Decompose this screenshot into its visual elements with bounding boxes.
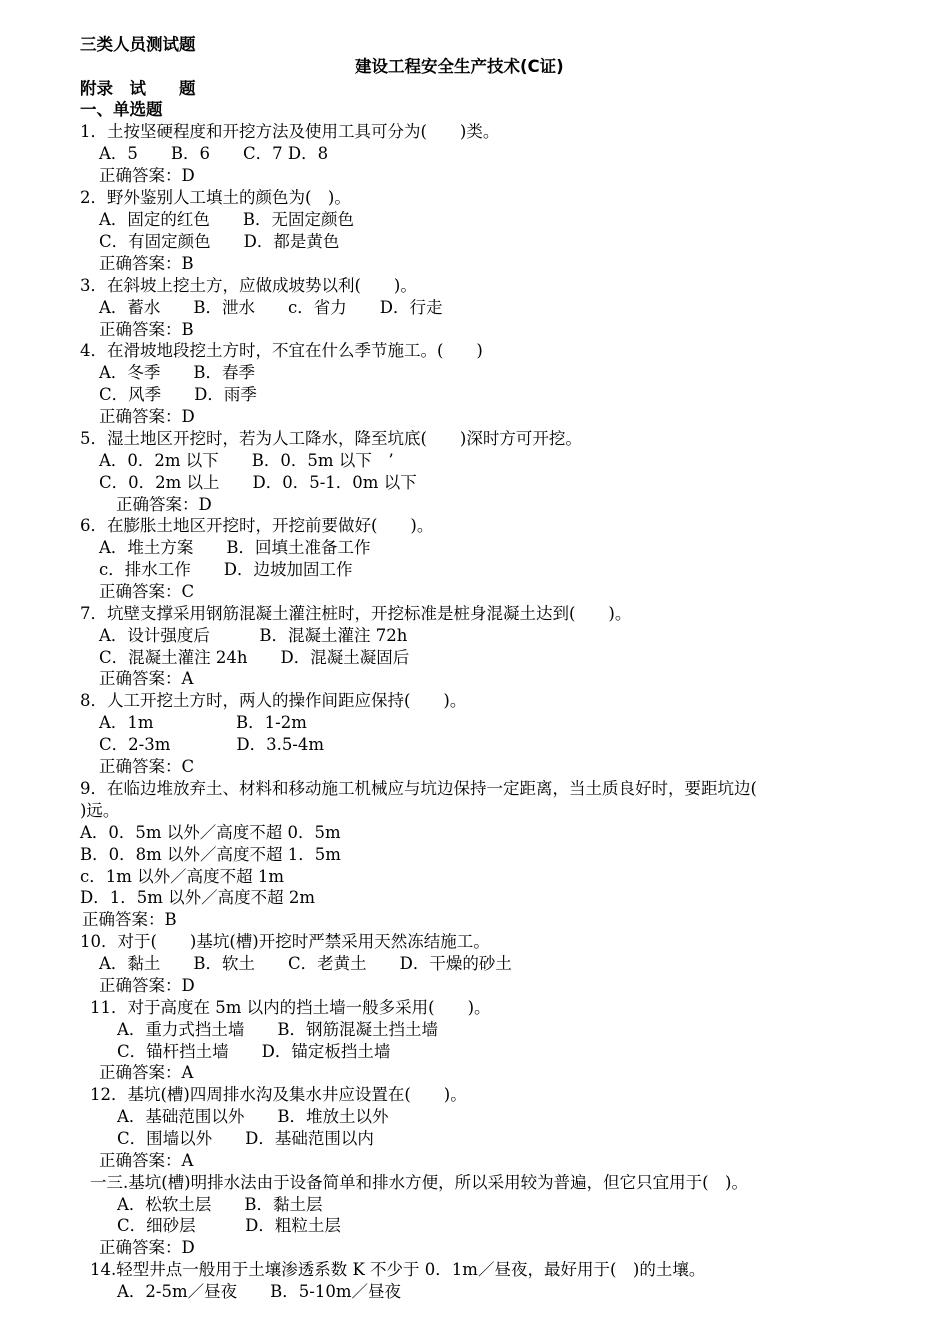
question-5: 5．湿土地区开挖时，若为人工降水，降至坑底( )深时方可开挖。 — [80, 429, 582, 448]
options: C．2-3m D．3.5-4m — [99, 735, 325, 754]
answer: 正确答案：D — [99, 166, 195, 185]
options: A．1m B．1-2m — [99, 713, 307, 732]
answer: 正确答案：B — [82, 910, 177, 929]
question-9-continued: )远。 — [80, 801, 120, 820]
options: A．0．2m 以下 B．0．5m 以下 ’ — [99, 451, 394, 470]
answer: 正确答案：A — [99, 1151, 194, 1170]
question-14: 14.轻型井点一般用于土壤渗透系数 K 不少于 0．1m／昼夜，最好用于( )的土壤。 — [90, 1260, 706, 1279]
answer: 正确答案：A — [99, 669, 194, 688]
category-heading: 三类人员测试题 — [80, 35, 196, 54]
options: A．5 B．6 C．7 D．8 — [99, 144, 329, 163]
options: A．2-5m／昼夜 B．5-10m／昼夜 — [117, 1282, 401, 1301]
options: C．有固定颜色 D．都是黄色 — [99, 232, 340, 251]
question-8: 8．人工开挖土方时，两人的操作间距应保持( )。 — [80, 691, 467, 710]
options: A．堆土方案 B．回填土准备工作 — [99, 538, 371, 557]
options: A．冬季 B．春季 — [99, 363, 256, 382]
question-7: 7．坑壁支撑采用钢筋混凝土灌注桩时，开挖标准是桩身混凝土达到( )。 — [80, 604, 632, 623]
question-13: 一三.基坑(槽)明排水法由于设备简单和排水方便，所以采用较为普遍，但它只宜用于( )。 — [90, 1173, 748, 1192]
options: A．黏土 B．软土 C．老黄土 D．干燥的砂土 — [99, 954, 512, 973]
answer: 正确答案：A — [99, 1063, 194, 1082]
question-10: 10．对于( )基坑(槽)开挖时严禁采用天然冻结施工。 — [80, 932, 490, 951]
options: C．混凝土灌注 24h D．混凝土凝固后 — [99, 648, 410, 667]
options: A．设计强度后 B．混凝土灌注 72h — [99, 626, 408, 645]
answer: 正确答案：D — [116, 495, 212, 514]
options: C．锚杆挡土墙 D．锚定板挡土墙 — [117, 1042, 391, 1061]
question-6: 6．在膨胀土地区开挖时，开挖前要做好( )。 — [80, 516, 434, 535]
answer: 正确答案：D — [99, 407, 195, 426]
options: A．蓄水 B．泄水 c．省力 D．行走 — [99, 298, 443, 317]
options: C．围墙以外 D．基础范围以内 — [117, 1129, 374, 1148]
question-11: 11．对于高度在 5m 以内的挡土墙一般多采用( )。 — [90, 998, 491, 1017]
section-heading: 一、单选题 — [80, 100, 163, 119]
question-4: 4．在滑坡地段挖土方时，不宜在什么季节施工。( ) — [80, 341, 483, 360]
question-12: 12．基坑(槽)四周排水沟及集水井应设置在( )。 — [90, 1085, 467, 1104]
answer: 正确答案：C — [99, 582, 195, 601]
options: C．细砂层 D．粗粒土层 — [117, 1216, 341, 1235]
options: A．松软土层 B．黏土层 — [117, 1195, 323, 1214]
options: C．风季 D．雨季 — [99, 385, 257, 404]
question-2: 2．野外鉴别人工填土的颜色为( )。 — [80, 188, 351, 207]
options: D．1．5m 以外／高度不超 2m — [80, 888, 316, 907]
options: C．0．2m 以上 D．0．5-1．0m 以下 — [99, 473, 417, 492]
question-9: 9．在临边堆放弃土、材料和移动施工机械应与坑边保持一定距离，当土质良好时，要距坑边( — [80, 779, 757, 798]
options: A．基础范围以外 B．堆放土以外 — [117, 1107, 389, 1126]
options: c．排水工作 D．边坡加固工作 — [99, 560, 353, 579]
question-3: 3．在斜坡上挖土方，应做成坡势以利( )。 — [80, 276, 417, 295]
answer: 正确答案：B — [99, 320, 194, 339]
options: A．0．5m 以外／高度不超 0．5m — [80, 823, 341, 842]
options: B．0．8m 以外／高度不超 1．5m — [80, 845, 341, 864]
options: A．重力式挡土墙 B．钢筋混凝土挡土墙 — [117, 1020, 439, 1039]
question-1: 1．土按坚硬程度和开挖方法及使用工具可分为( )类。 — [80, 122, 500, 141]
options: A．固定的红色 B．无固定颜色 — [99, 210, 355, 229]
appendix-heading: 附录 试 题 — [80, 79, 196, 98]
answer: 正确答案：B — [99, 254, 194, 273]
document-title: 建设工程安全生产技术(C证) — [355, 57, 564, 76]
answer: 正确答案：D — [99, 976, 195, 995]
answer: 正确答案：C — [99, 757, 195, 776]
options: c．1m 以外／高度不超 1m — [80, 867, 285, 886]
answer: 正确答案：D — [99, 1238, 195, 1257]
